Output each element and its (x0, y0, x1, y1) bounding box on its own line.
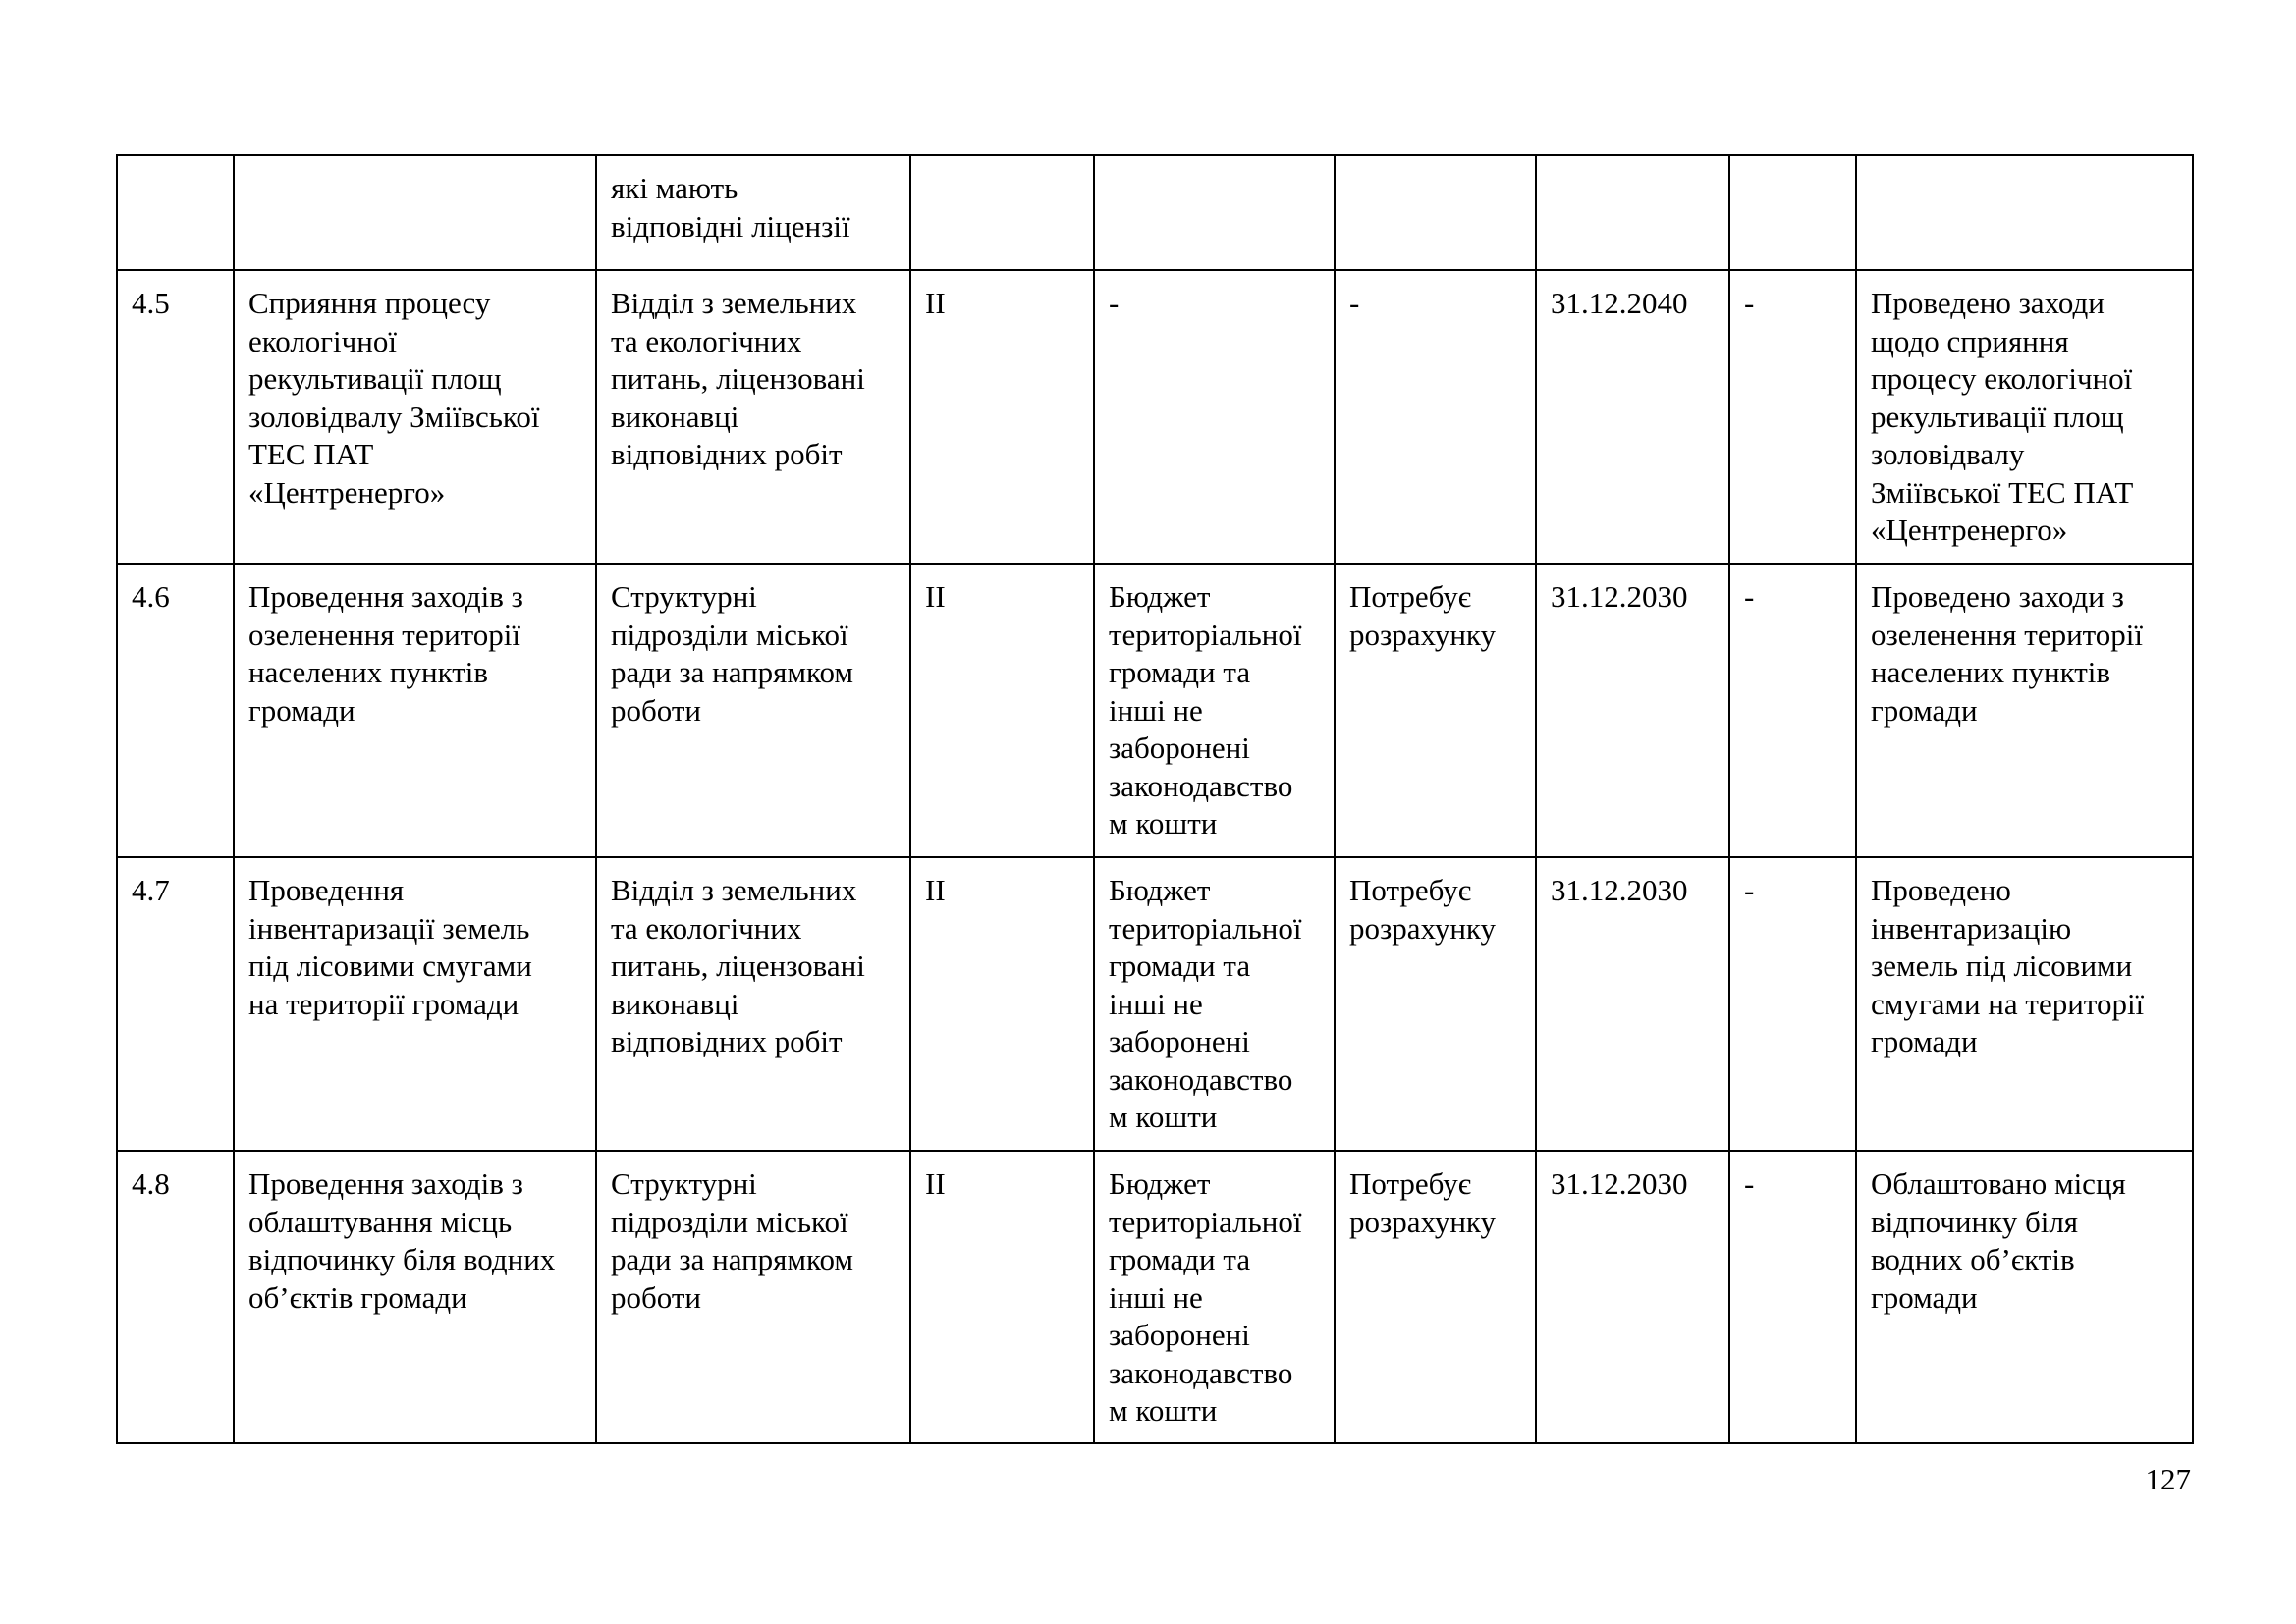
table-row (117, 564, 2193, 857)
cell-indicator: - (1729, 857, 1856, 1151)
cell-stage: ІІ (910, 857, 1094, 1151)
cell-stage (910, 155, 1094, 270)
measures-table (116, 154, 2194, 1444)
table-row (117, 1151, 2193, 1443)
cell-num: 4.7 (117, 857, 234, 1151)
table-row (117, 857, 2193, 1151)
cell-result: Облаштовано місця відпочинку біля водних об’єктів громади (1856, 1151, 2193, 1443)
cell-stage: ІІ (910, 1151, 1094, 1443)
page-number: 127 (2145, 1462, 2191, 1496)
cell-funding (1094, 155, 1335, 270)
cell-num: 4.5 (117, 270, 234, 564)
cell-num: 4.6 (117, 564, 234, 857)
cell-executor: Структурні підрозділи міської ради за напрямком роботи (596, 1151, 910, 1443)
cell-indicator: - (1729, 1151, 1856, 1443)
cell-deadline: 31.12.2030 (1536, 1151, 1729, 1443)
cell-amount: Потребує розрахунку (1335, 857, 1536, 1151)
cell-result: Проведено інвентаризацію земель під лісовими смугами на території громади (1856, 857, 2193, 1151)
cell-amount: - (1335, 270, 1536, 564)
cell-measure: Проведення заходів з облаштування місць відпочинку біля водних об’єктів громади (234, 1151, 596, 1443)
cell-funding: - (1094, 270, 1335, 564)
cell-measure: Сприяння процесу екологічної рекультивації площ золовідвалу Зміївської ТЕС ПАТ «Центренерго» (234, 270, 596, 564)
cell-deadline: 31.12.2030 (1536, 564, 1729, 857)
cell-amount: Потребує розрахунку (1335, 564, 1536, 857)
table-row (117, 270, 2193, 564)
cell-executor: Структурні підрозділи міської ради за напрямком роботи (596, 564, 910, 857)
cell-amount (1335, 155, 1536, 270)
cell-executor: Відділ з земельних та екологічних питань, ліцензовані виконавці відповідних робіт (596, 857, 910, 1151)
cell-measure: Проведення заходів з озеленення території населених пунктів громади (234, 564, 596, 857)
cell-deadline (1536, 155, 1729, 270)
cell-funding: Бюджет територіальної громади та інші не заборонені законодавство м кошти (1094, 857, 1335, 1151)
cell-deadline: 31.12.2030 (1536, 857, 1729, 1151)
cell-measure (234, 155, 596, 270)
cell-deadline: 31.12.2040 (1536, 270, 1729, 564)
cell-measure: Проведення інвентаризації земель під лісовими смугами на території громади (234, 857, 596, 1151)
cell-num (117, 155, 234, 270)
table-row (117, 155, 2193, 270)
cell-result: Проведено заходи щодо сприяння процесу екологічної рекультивації площ золовідвалу Зміївської ТЕС ПАТ «Центренерго» (1856, 270, 2193, 564)
cell-stage: ІІ (910, 270, 1094, 564)
cell-stage: ІІ (910, 564, 1094, 857)
cell-indicator: - (1729, 564, 1856, 857)
cell-result: Проведено заходи з озеленення території населених пунктів громади (1856, 564, 2193, 857)
cell-indicator: - (1729, 270, 1856, 564)
cell-result (1856, 155, 2193, 270)
cell-executor: Відділ з земельних та екологічних питань, ліцензовані виконавці відповідних робіт (596, 270, 910, 564)
cell-indicator (1729, 155, 1856, 270)
cell-funding: Бюджет територіальної громади та інші не заборонені законодавство м кошти (1094, 564, 1335, 857)
cell-executor: які мають відповідні ліцензії (596, 155, 910, 270)
cell-amount: Потребує розрахунку (1335, 1151, 1536, 1443)
cell-funding: Бюджет територіальної громади та інші не заборонені законодавство м кошти (1094, 1151, 1335, 1443)
cell-num: 4.8 (117, 1151, 234, 1443)
